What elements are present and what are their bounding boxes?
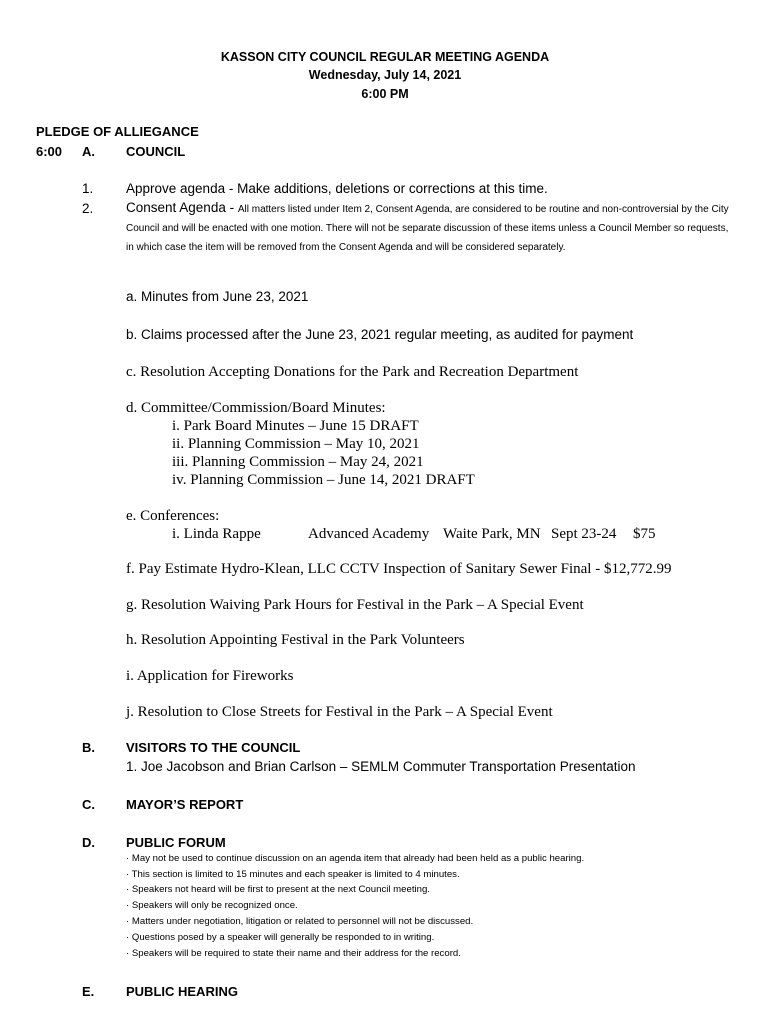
section-a-time: 6:00 (36, 144, 63, 159)
consent-item-e: e. Conferences: (126, 508, 220, 524)
section-c-title: MAYOR’S REPORT (126, 797, 244, 812)
consent-item-d: d. Committee/Commission/Board Minutes: (126, 400, 386, 416)
consent-item-f: f. Pay Estimate Hydro-Klean, LLC CCTV Inspection of Sanitary Sewer Final - $12,772.99 (126, 561, 672, 577)
meeting-time: 6:00 PM (361, 87, 409, 101)
consent-agenda-description (126, 199, 738, 256)
conference-location: Waite Park, MN (443, 526, 541, 542)
consent-item-c: c. Resolution Accepting Donations for the Park and Recreation Department (126, 364, 579, 380)
consent-agenda-lead: Consent Agenda - (126, 200, 238, 215)
section-c-letter: C. (82, 797, 95, 812)
meeting-date: Wednesday, July 14, 2021 (308, 68, 462, 82)
forum-rule-7: · Speakers will be required to state their name and their address for the record. (126, 948, 461, 959)
section-b-letter: B. (82, 740, 95, 755)
consent-item-h: h. Resolution Appointing Festival in the Park Volunteers (126, 632, 465, 648)
section-a-title: COUNCIL (126, 144, 186, 159)
forum-rule-1: · May not be used to continue discussion on an agenda item that already had been held as a public hearing. (126, 853, 585, 864)
forum-rule-6: · Questions posed by a speaker will generally be responded to in writing. (126, 932, 435, 943)
section-e-title: PUBLIC HEARING (126, 984, 238, 999)
item-1-number: 1. (82, 181, 94, 196)
forum-rule-5: · Matters under negotiation, litigation or related to personnel will not be discussed. (126, 916, 474, 927)
conference-event: Advanced Academy (308, 526, 430, 542)
minutes-item-3: iii. Planning Commission – May 24, 2021 (172, 454, 424, 470)
minutes-item-2: ii. Planning Commission – May 10, 2021 (172, 436, 420, 452)
visitor-item: 1. Joe Jacobson and Brian Carlson – SEMLM Commuter Transportation Presentation (126, 759, 636, 774)
consent-item-b: b. Claims processed after the June 23, 2021 regular meeting, as audited for payment (126, 327, 634, 342)
consent-item-i: i. Application for Fireworks (126, 668, 294, 684)
section-b-title: VISITORS TO THE COUNCIL (126, 740, 301, 755)
consent-item-g: g. Resolution Waiving Park Hours for Festival in the Park – A Special Event (126, 597, 584, 613)
forum-rule-4: · Speakers will only be recognized once. (126, 900, 298, 911)
consent-item-j: j. Resolution to Close Streets for Festival in the Park – A Special Event (126, 704, 553, 720)
conference-dates: Sept 23-24 (551, 526, 617, 542)
forum-rule-3: · Speakers not heard will be first to present at the next Council meeting. (126, 884, 430, 895)
section-e-letter: E. (82, 984, 95, 999)
pledge-heading: PLEDGE OF ALLIEGANCE (36, 124, 199, 139)
minutes-item-1: i. Park Board Minutes – June 15 DRAFT (172, 418, 419, 434)
forum-rule-2: · This section is limited to 15 minutes and each speaker is limited to 4 minutes. (126, 869, 460, 880)
section-a-letter: A. (82, 144, 95, 159)
consent-item-a: a. Minutes from June 23, 2021 (126, 289, 309, 304)
conference-attendee: i. Linda Rappe (172, 526, 261, 542)
conference-cost: $75 (633, 526, 656, 542)
item-1-text: Approve agenda - Make additions, deletions or corrections at this time. (126, 181, 548, 196)
section-d-letter: D. (82, 835, 95, 850)
section-d-title: PUBLIC FORUM (126, 835, 226, 850)
minutes-item-4: iv. Planning Commission – June 14, 2021 DRAFT (172, 472, 475, 488)
document-title: KASSON CITY COUNCIL REGULAR MEETING AGENDA (220, 50, 550, 64)
item-2-number: 2. (82, 201, 94, 216)
consent-agenda-detail: All matters listed under Item 2, Consent Agenda, are considered to be routine and non-controversial by the City Council and will be enacted with one motion. There will not be separate discussion of these items unless a Council Member so requests, in which case the item will be removed from the Consent Agenda and will be considered separately. (126, 204, 729, 253)
